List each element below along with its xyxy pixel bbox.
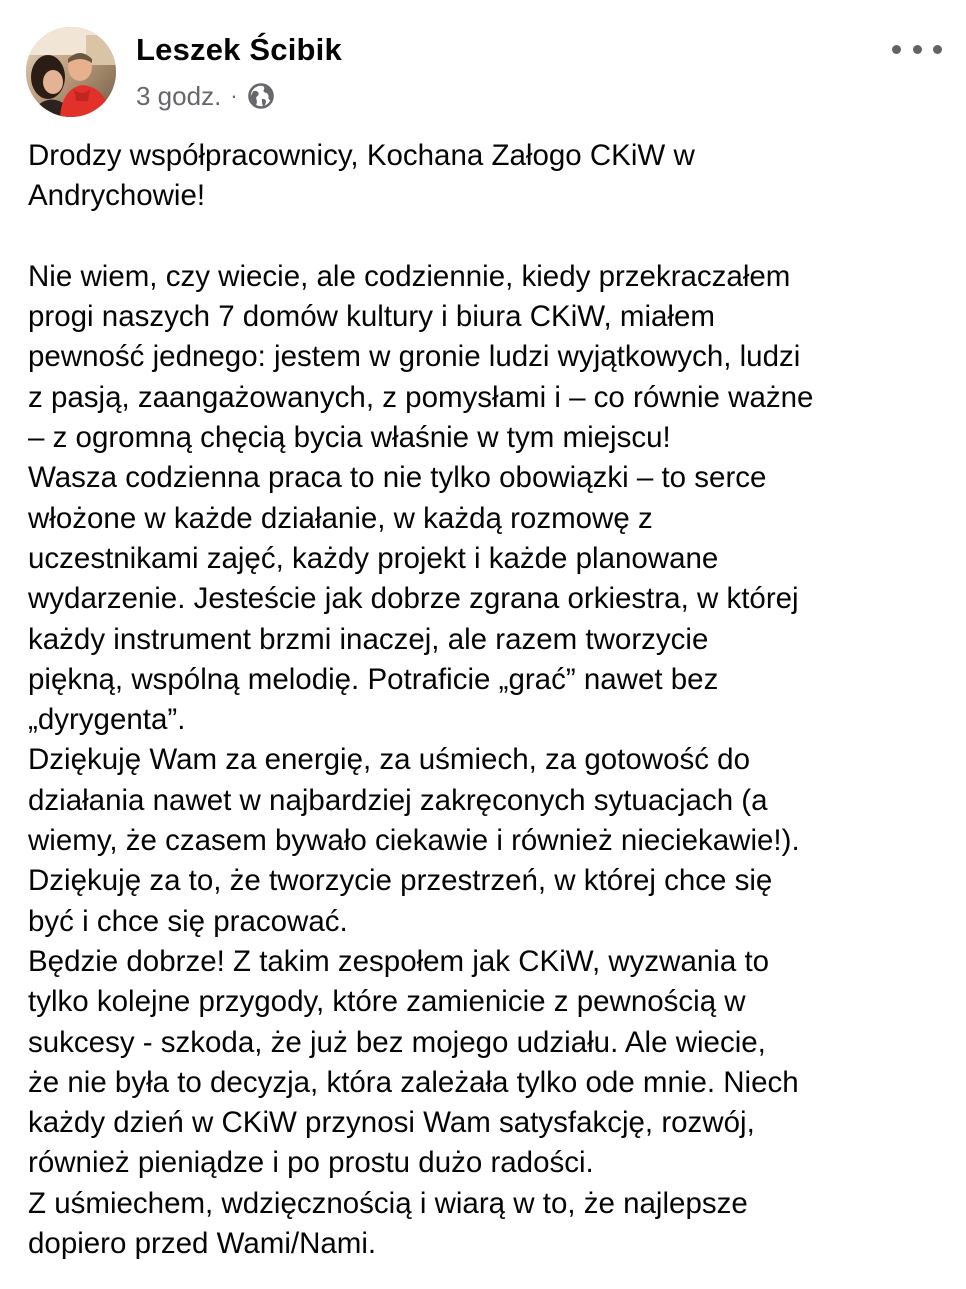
author-name[interactable]: Leszek Ścibik [136, 32, 342, 67]
post-text-line: Nie wiem, czy wiecie, ale codziennie, kiedy przekraczałem [28, 259, 791, 293]
post-text-line: być i chce się pracować. [28, 904, 348, 938]
post-text-line: „dyrygenta”. [28, 703, 186, 737]
post-text-line: że nie była to decyzja, która zależała tylko ode mnie. Niech [28, 1065, 799, 1099]
post-text-line: uczestnikami zajęć, każdy projekt i każde planowane [28, 541, 719, 575]
post-text-line: piękną, wspólną melodię. Potraficie „grać” nawet bez [28, 662, 719, 696]
meta-separator: · [230, 83, 238, 108]
post-text-line: pewność jednego: jestem w gronie ludzi wyjątkowych, ludzi [28, 340, 801, 374]
post-text-line: włożone w każde działanie, w każdą rozmowę z [28, 501, 653, 535]
post-text-line: również pieniądze i po prostu dużo radości. [28, 1146, 594, 1180]
post-text-line: – z ogromną chęcią bycia właśnie w tym miejscu! [28, 421, 671, 455]
post-text-line: Będzie dobrze! Z takim zespołem jak CKiW, wyzwania to [28, 944, 770, 978]
post-timestamp[interactable]: 3 godz. [136, 80, 222, 111]
post-text [28, 136, 952, 1264]
more-options-icon[interactable] [892, 36, 942, 62]
post-meta [136, 79, 275, 113]
dot [933, 45, 942, 54]
post-text-line: każdy instrument brzmi inaczej, ale razem tworzycie [28, 622, 709, 656]
avatar-photo [26, 27, 116, 117]
dot [892, 45, 901, 54]
globe-icon[interactable] [247, 82, 275, 110]
post-text-line: sukcesy - szkoda, że już bez mojego udziału. Ale wiecie, [28, 1025, 766, 1059]
post-text-line: z pasją, zaangażowanych, z pomysłami i – co równie ważne [28, 380, 814, 414]
post-text-line: wiemy, że czasem bywało ciekawie i również nieciekawie!). [28, 824, 800, 858]
post-text-line: Dziękuję za to, że tworzycie przestrzeń, w której chce się [28, 864, 773, 898]
post-text-line: Andrychowie! [28, 179, 206, 213]
post-text-line: wydarzenie. Jesteście jak dobrze zgrana orkiestra, w której [28, 582, 799, 616]
post-text-line: dopiero przed Wami/Nami. [28, 1227, 377, 1261]
dot [913, 45, 922, 54]
post-text-line: każdy dzień w CKiW przynosi Wam satysfakcję, rozwój, [28, 1106, 755, 1140]
blank-line [28, 217, 952, 257]
post-text-line: Dziękuję Wam za energię, za uśmiech, za gotowość do [28, 743, 750, 777]
post-text-line: działania nawet w najbardziej zakręconych sytuacjach (a [28, 783, 768, 817]
author-avatar[interactable] [26, 27, 116, 117]
post-text-line: Wasza codzienna praca to nie tylko obowiązki – to serce [28, 461, 767, 495]
post-header [0, 0, 966, 130]
post-text-line: Drodzy współpracownicy, Kochana Załogo CKiW w [28, 139, 695, 172]
post-text-line: progi naszych 7 domów kultury i biura CKiW, miałem [28, 300, 715, 334]
post-text-line: tylko kolejne przygody, które zamienicie z pewnością w [28, 985, 746, 1019]
post-text-line: Z uśmiechem, wdzięcznością i wiarą w to, że najlepsze [28, 1186, 748, 1220]
